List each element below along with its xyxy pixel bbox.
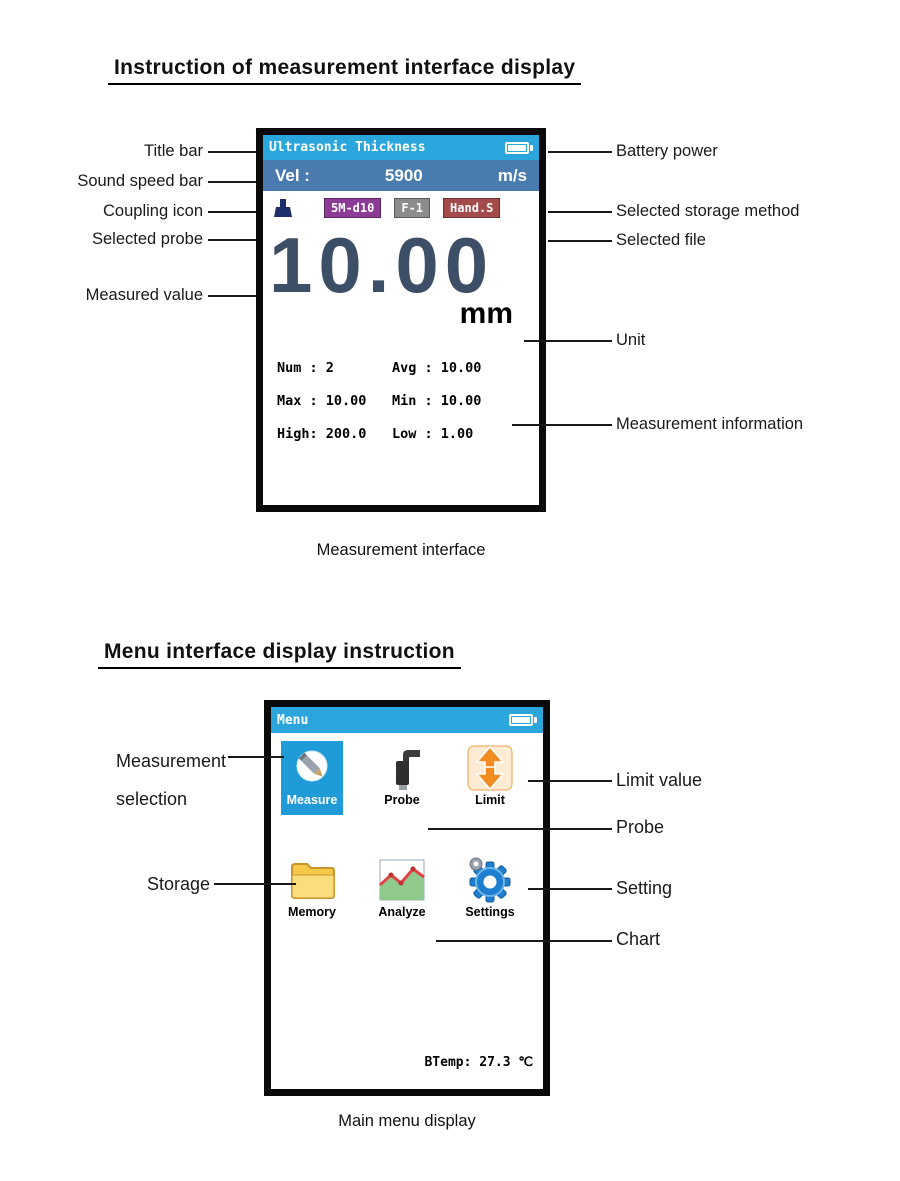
main-menu-screen <box>264 700 550 1096</box>
info-row <box>277 426 539 442</box>
leader-line <box>208 151 256 153</box>
info-low: Low : 1.00 <box>392 425 474 442</box>
leader-line <box>436 940 612 942</box>
menu-title-bar <box>271 707 543 733</box>
leader-line <box>228 756 284 758</box>
battery-body <box>509 714 533 726</box>
menu-title-text: Menu <box>277 712 309 728</box>
battery-fill <box>512 717 530 723</box>
battery-nub <box>534 717 537 723</box>
leader-line <box>428 828 612 830</box>
battery-fill <box>508 145 526 151</box>
menu-item-label: Analyze <box>378 905 426 919</box>
probe-icon <box>377 743 427 793</box>
callout-storage: Storage <box>146 874 210 894</box>
leader-line <box>208 239 256 241</box>
callout-battery-power: Battery power <box>616 142 718 160</box>
memory-icon <box>287 855 337 905</box>
selected-file-badge: F-1 <box>394 198 430 218</box>
leader-line <box>548 151 612 153</box>
vel-value: 5900 <box>384 165 423 185</box>
leader-line <box>528 780 612 782</box>
callout-title-bar: Title bar <box>144 142 203 160</box>
callout-probe: Probe <box>616 817 665 837</box>
measurement-info <box>263 360 539 442</box>
measure-icon <box>287 743 337 793</box>
storage-method-badge: Hand.S <box>443 198 500 218</box>
menu-screen-inner <box>271 707 543 1089</box>
battery-icon <box>505 142 533 154</box>
menu-item-probe <box>371 741 433 815</box>
leader-line <box>208 181 256 183</box>
analyze-icon <box>377 855 427 905</box>
menu-item-analyze <box>371 853 433 927</box>
measurement-caption: Measurement interface <box>316 541 486 559</box>
menu-item-label: Memory <box>288 905 336 919</box>
settings-icon <box>465 855 515 905</box>
menu-item-measure <box>281 741 343 815</box>
section1-heading: Instruction of measurement interface display <box>108 56 581 85</box>
menu-item-label: Limit <box>475 793 505 807</box>
battery-icon <box>509 714 537 726</box>
info-high: High: 200.0 <box>277 425 367 442</box>
battery-body <box>505 142 529 154</box>
callout-selected-file: Selected file <box>616 231 706 249</box>
measurement-interface-screen <box>256 128 546 512</box>
callout-sound-speed-bar: Sound speed bar <box>77 172 203 190</box>
callout-selected-probe: Selected probe <box>92 230 203 248</box>
menu-item-label: Probe <box>384 793 420 807</box>
callout-setting: Setting <box>616 878 673 898</box>
limit-icon <box>465 743 515 793</box>
callout-storage-method: Selected storage method <box>616 202 800 220</box>
title-bar <box>263 135 539 160</box>
callout-measured-value: Measured value <box>85 286 203 304</box>
info-num: Num : 2 <box>277 359 334 376</box>
info-min: Min : 10.00 <box>392 392 482 409</box>
leader-line <box>512 424 612 426</box>
leader-line <box>208 211 256 213</box>
menu-item-label: Measure <box>286 793 338 807</box>
info-max: Max : 10.00 <box>277 392 367 409</box>
leader-line <box>528 888 612 890</box>
title-bar-text: Ultrasonic Thickness <box>269 140 426 155</box>
leader-line <box>548 240 612 242</box>
info-row <box>277 393 539 409</box>
measured-unit: mm <box>459 297 513 331</box>
selected-probe-badge: 5M-d10 <box>324 198 381 218</box>
callout-measurement-information: Measurement information <box>616 415 804 433</box>
leader-line <box>548 211 612 213</box>
vel-label: Vel : <box>275 165 310 185</box>
menu-item-limit <box>459 741 521 815</box>
vel-unit: m/s <box>497 165 527 185</box>
callout-coupling-icon: Coupling icon <box>103 202 203 220</box>
callout-chart: Chart <box>616 929 661 949</box>
callout-unit: Unit <box>616 331 646 349</box>
battery-temperature-status: BTemp: 27.3 ℃ <box>424 1055 533 1070</box>
info-avg: Avg : 10.00 <box>392 359 482 376</box>
sound-speed-bar <box>263 160 539 191</box>
menu-item-settings <box>459 853 521 927</box>
status-badge-row <box>263 191 539 224</box>
leader-line <box>214 883 296 885</box>
callout-measurement-selection: Measurement selection <box>116 751 227 809</box>
info-row <box>277 360 539 376</box>
menu-caption: Main menu display <box>338 1112 476 1130</box>
callout-limit-value: Limit value <box>616 770 703 790</box>
measured-value: 10.00 <box>269 221 495 309</box>
leader-line <box>208 295 256 297</box>
section2-heading: Menu interface display instruction <box>98 640 461 669</box>
leader-line <box>524 340 612 342</box>
battery-nub <box>530 145 533 151</box>
menu-item-label: Settings <box>465 905 515 919</box>
coupling-icon <box>272 197 294 219</box>
menu-item-memory <box>281 853 343 927</box>
